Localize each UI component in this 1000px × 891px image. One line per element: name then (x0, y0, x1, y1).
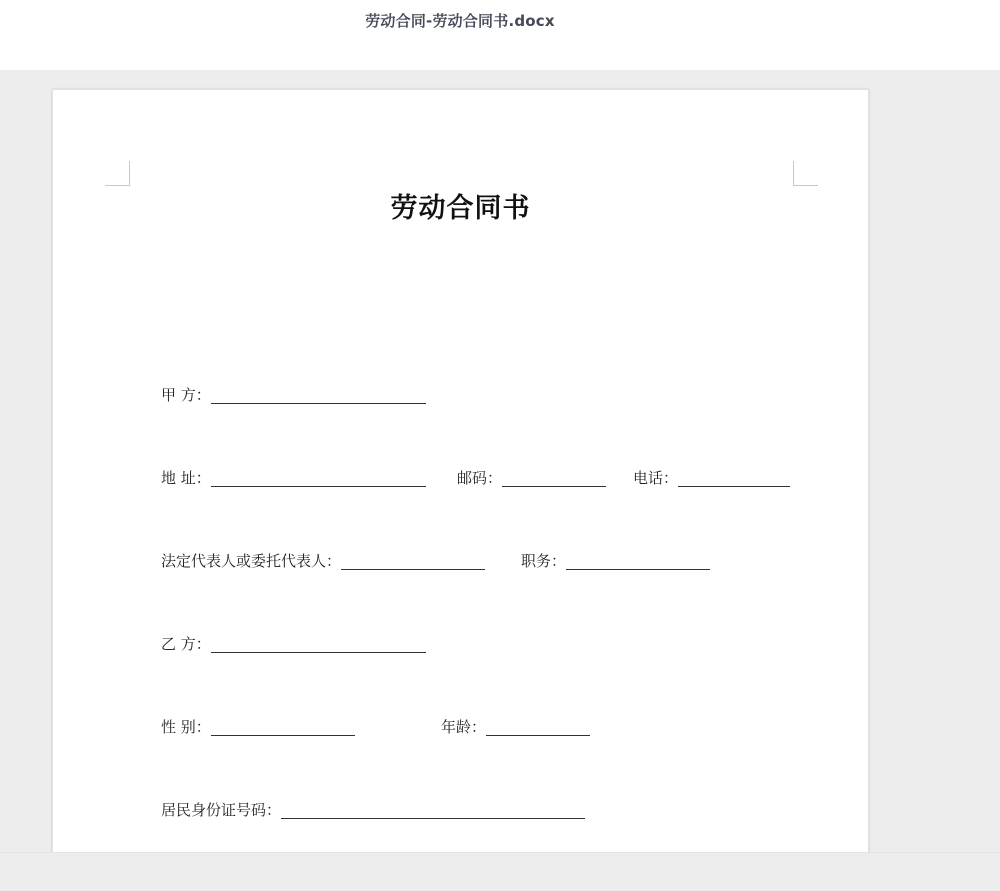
field-postcode (457, 469, 606, 487)
margin-corner-top-right (793, 161, 818, 186)
label-address: 地 址： (161, 469, 211, 487)
label-party-a: 甲 方： (161, 386, 211, 404)
status-bar (0, 852, 1000, 891)
field-age (441, 718, 590, 736)
blank-legal-rep (341, 557, 485, 570)
label-id-number: 居民身份证号码： (161, 801, 282, 819)
blank-party-a (211, 391, 426, 404)
margin-corner-top-left (105, 161, 130, 186)
field-phone (633, 469, 790, 487)
blank-postcode (502, 474, 606, 487)
blank-phone (678, 474, 790, 487)
label-gender: 性 别： (161, 718, 211, 736)
field-address (161, 469, 426, 487)
document-viewer[interactable] (0, 70, 1000, 852)
label-legal-rep: 法定代表人或委托代表人： (161, 552, 342, 570)
blank-gender (211, 723, 355, 736)
title-bar (0, 0, 1000, 70)
blank-age (486, 723, 590, 736)
blank-party-b (211, 640, 426, 653)
field-legal-rep (161, 552, 485, 570)
field-id-number (161, 801, 585, 819)
label-position: 职务： (521, 552, 567, 570)
field-position (521, 552, 710, 570)
document-filename: 劳动合同-劳动合同书.docx (365, 12, 555, 30)
label-postcode: 邮码： (457, 469, 503, 487)
label-age: 年龄： (441, 718, 487, 736)
blank-address (211, 474, 426, 487)
document-page (52, 89, 869, 852)
blank-id-number (281, 806, 585, 819)
field-party-a (161, 386, 426, 404)
field-party-b (161, 635, 426, 653)
document-heading: 劳动合同书 (390, 193, 531, 224)
label-party-b: 乙 方： (161, 635, 211, 653)
blank-position (566, 557, 710, 570)
field-gender (161, 718, 355, 736)
label-phone: 电话： (633, 469, 679, 487)
